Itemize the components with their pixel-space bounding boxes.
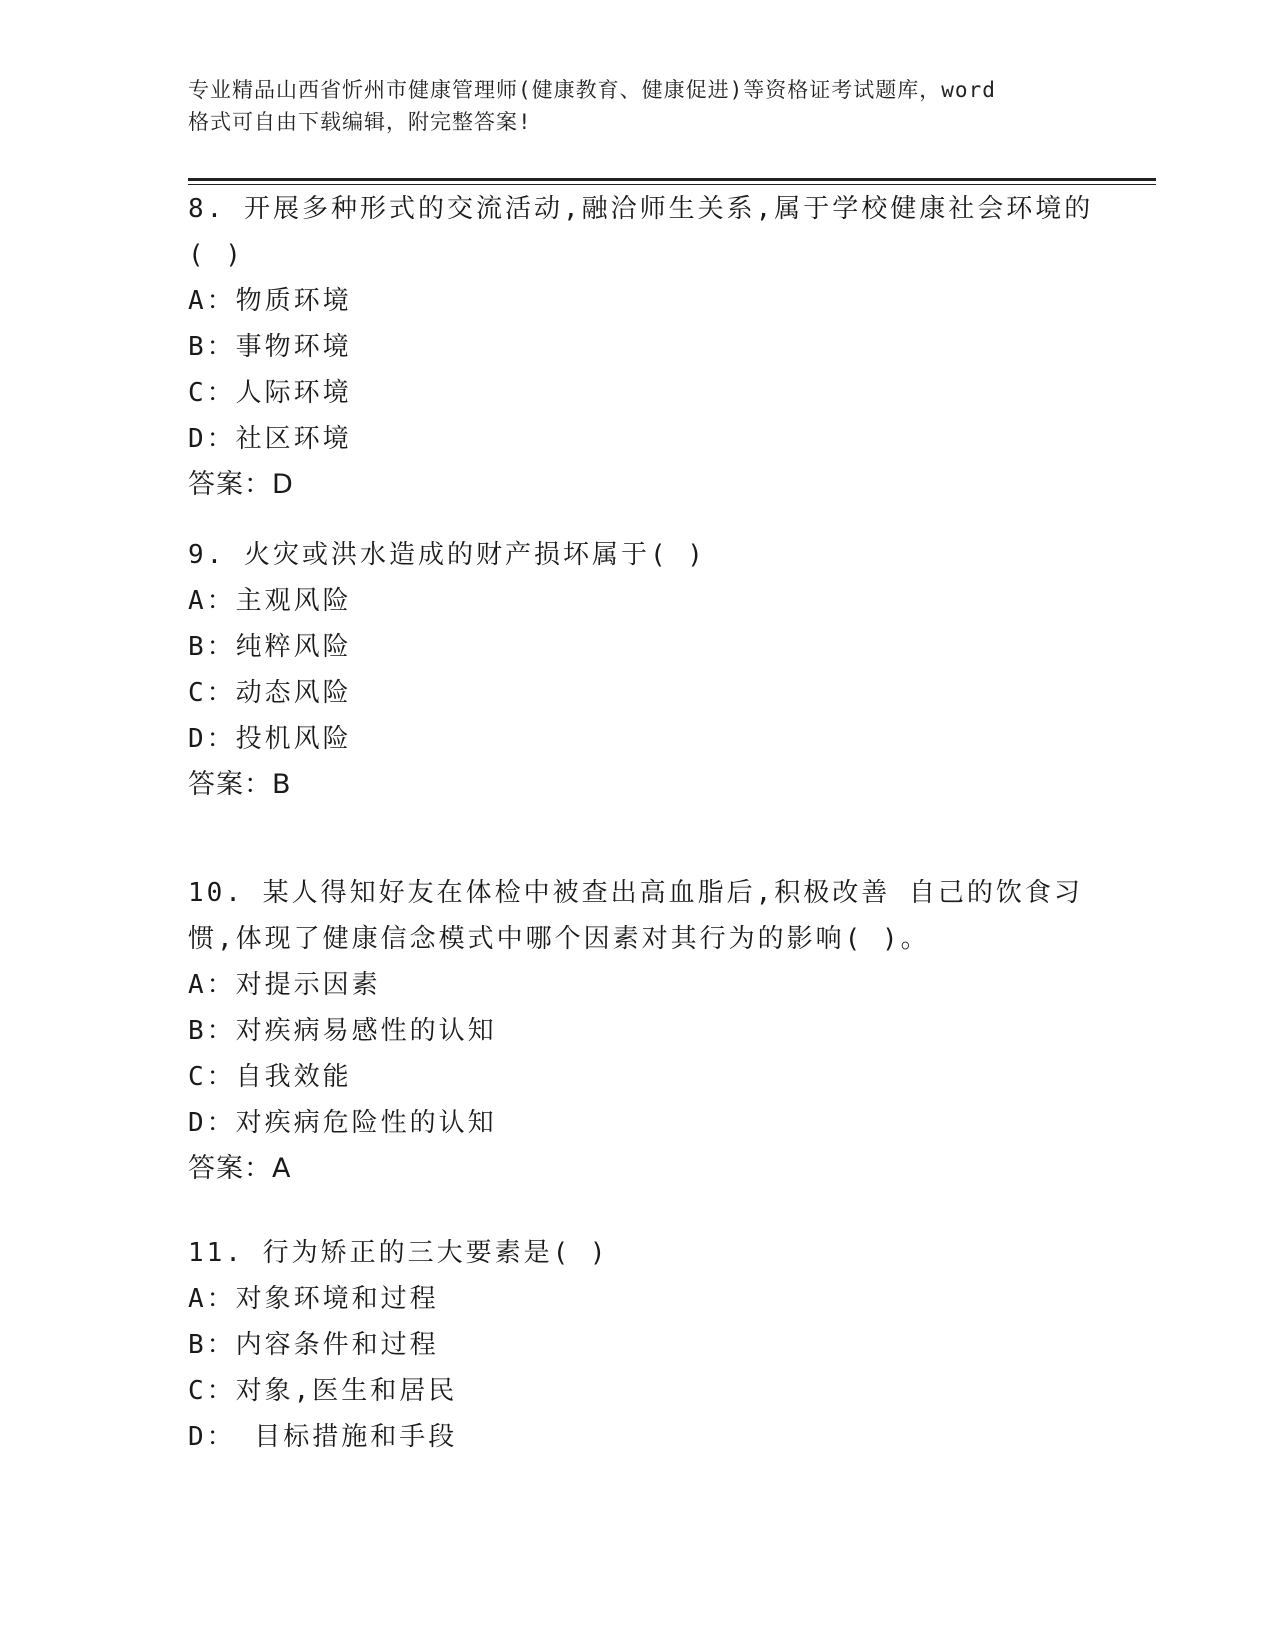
option-b [188, 624, 1088, 670]
answer-line: 答案：D [188, 469, 294, 500]
option-letter: A： [188, 970, 236, 1000]
option-text: 物质环境 [235, 286, 352, 316]
option-letter: A： [188, 1284, 236, 1314]
option-text: 事物环境 [235, 332, 352, 362]
header-divider-thick [188, 178, 1156, 181]
option-text: 人际环境 [235, 378, 352, 408]
option-c [188, 1054, 1088, 1100]
question-stem-line: 8. 开展多种形式的交流活动,融洽师生关系,属于学校健康社会环境的 [188, 194, 1094, 224]
option-letter: D： [188, 1422, 236, 1452]
option-text: 对疾病易感性的认知 [235, 1016, 497, 1046]
option-letter: A： [188, 586, 236, 616]
option-b [188, 1008, 1088, 1054]
question-11 [188, 1230, 1088, 1460]
option-letter: B： [188, 632, 236, 662]
header-line-2: 格式可自由下载编辑，附完整答案! [188, 110, 532, 134]
option-letter: D： [188, 724, 236, 754]
option-letter: B： [188, 1330, 236, 1360]
option-d [188, 1100, 1088, 1146]
option-text: 动态风险 [235, 678, 352, 708]
option-text: 对疾病危险性的认知 [235, 1108, 497, 1138]
option-text: 社区环境 [235, 424, 352, 454]
answer-line: 答案：A [188, 1153, 292, 1184]
option-c [188, 670, 1088, 716]
option-a [188, 278, 1088, 324]
document-page [188, 0, 1158, 1650]
option-a [188, 578, 1088, 624]
option-text: 纯粹风险 [235, 632, 352, 662]
header-line-1: 专业精品山西省忻州市健康管理师(健康教育、健康促进)等资格证考试题库，word [188, 78, 996, 102]
option-b [188, 1322, 1088, 1368]
option-letter: D： [188, 1108, 236, 1138]
option-d [188, 716, 1088, 762]
option-text: 主观风险 [235, 586, 352, 616]
answer-line: 答案：B [188, 769, 292, 800]
option-letter: B： [188, 1016, 236, 1046]
option-text: 投机风险 [235, 724, 352, 754]
question-stem-line: 10. 某人得知好友在体检中被查出高血脂后,积极改善 自己的饮食习 [188, 878, 1083, 908]
option-letter: A： [188, 286, 236, 316]
question-stem-line: 11. 行为矫正的三大要素是( ) [188, 1238, 609, 1268]
question-9 [188, 532, 1088, 808]
question-10 [188, 870, 1088, 1192]
option-letter: C： [188, 378, 236, 408]
option-letter: D： [188, 424, 236, 454]
option-c [188, 1368, 1088, 1414]
question-stem-line: 9. 火灾或洪水造成的财产损坏属于( ) [188, 540, 706, 570]
option-text: 对象环境和过程 [235, 1284, 439, 1314]
option-text: 自我效能 [235, 1062, 352, 1092]
option-d [188, 416, 1088, 462]
option-a [188, 1276, 1088, 1322]
option-text: 内容条件和过程 [235, 1330, 439, 1360]
option-letter: C： [188, 1062, 236, 1092]
option-c [188, 370, 1088, 416]
question-stem-line: 惯,体现了健康信念模式中哪个因素对其行为的影响( )。 [188, 924, 930, 954]
option-letter: B： [188, 332, 236, 362]
question-8 [188, 186, 1094, 508]
option-text: 对提示因素 [235, 970, 381, 1000]
option-text: 对象,医生和居民 [235, 1376, 458, 1406]
document-header [188, 74, 1088, 138]
option-letter: C： [188, 1376, 236, 1406]
option-b [188, 324, 1088, 370]
question-stem-line: ( ) [188, 240, 244, 270]
header-divider-thin [188, 184, 1156, 185]
option-text: 目标措施和手段 [235, 1422, 458, 1452]
option-letter: C： [188, 678, 236, 708]
option-d [188, 1414, 1088, 1460]
option-a [188, 962, 1088, 1008]
